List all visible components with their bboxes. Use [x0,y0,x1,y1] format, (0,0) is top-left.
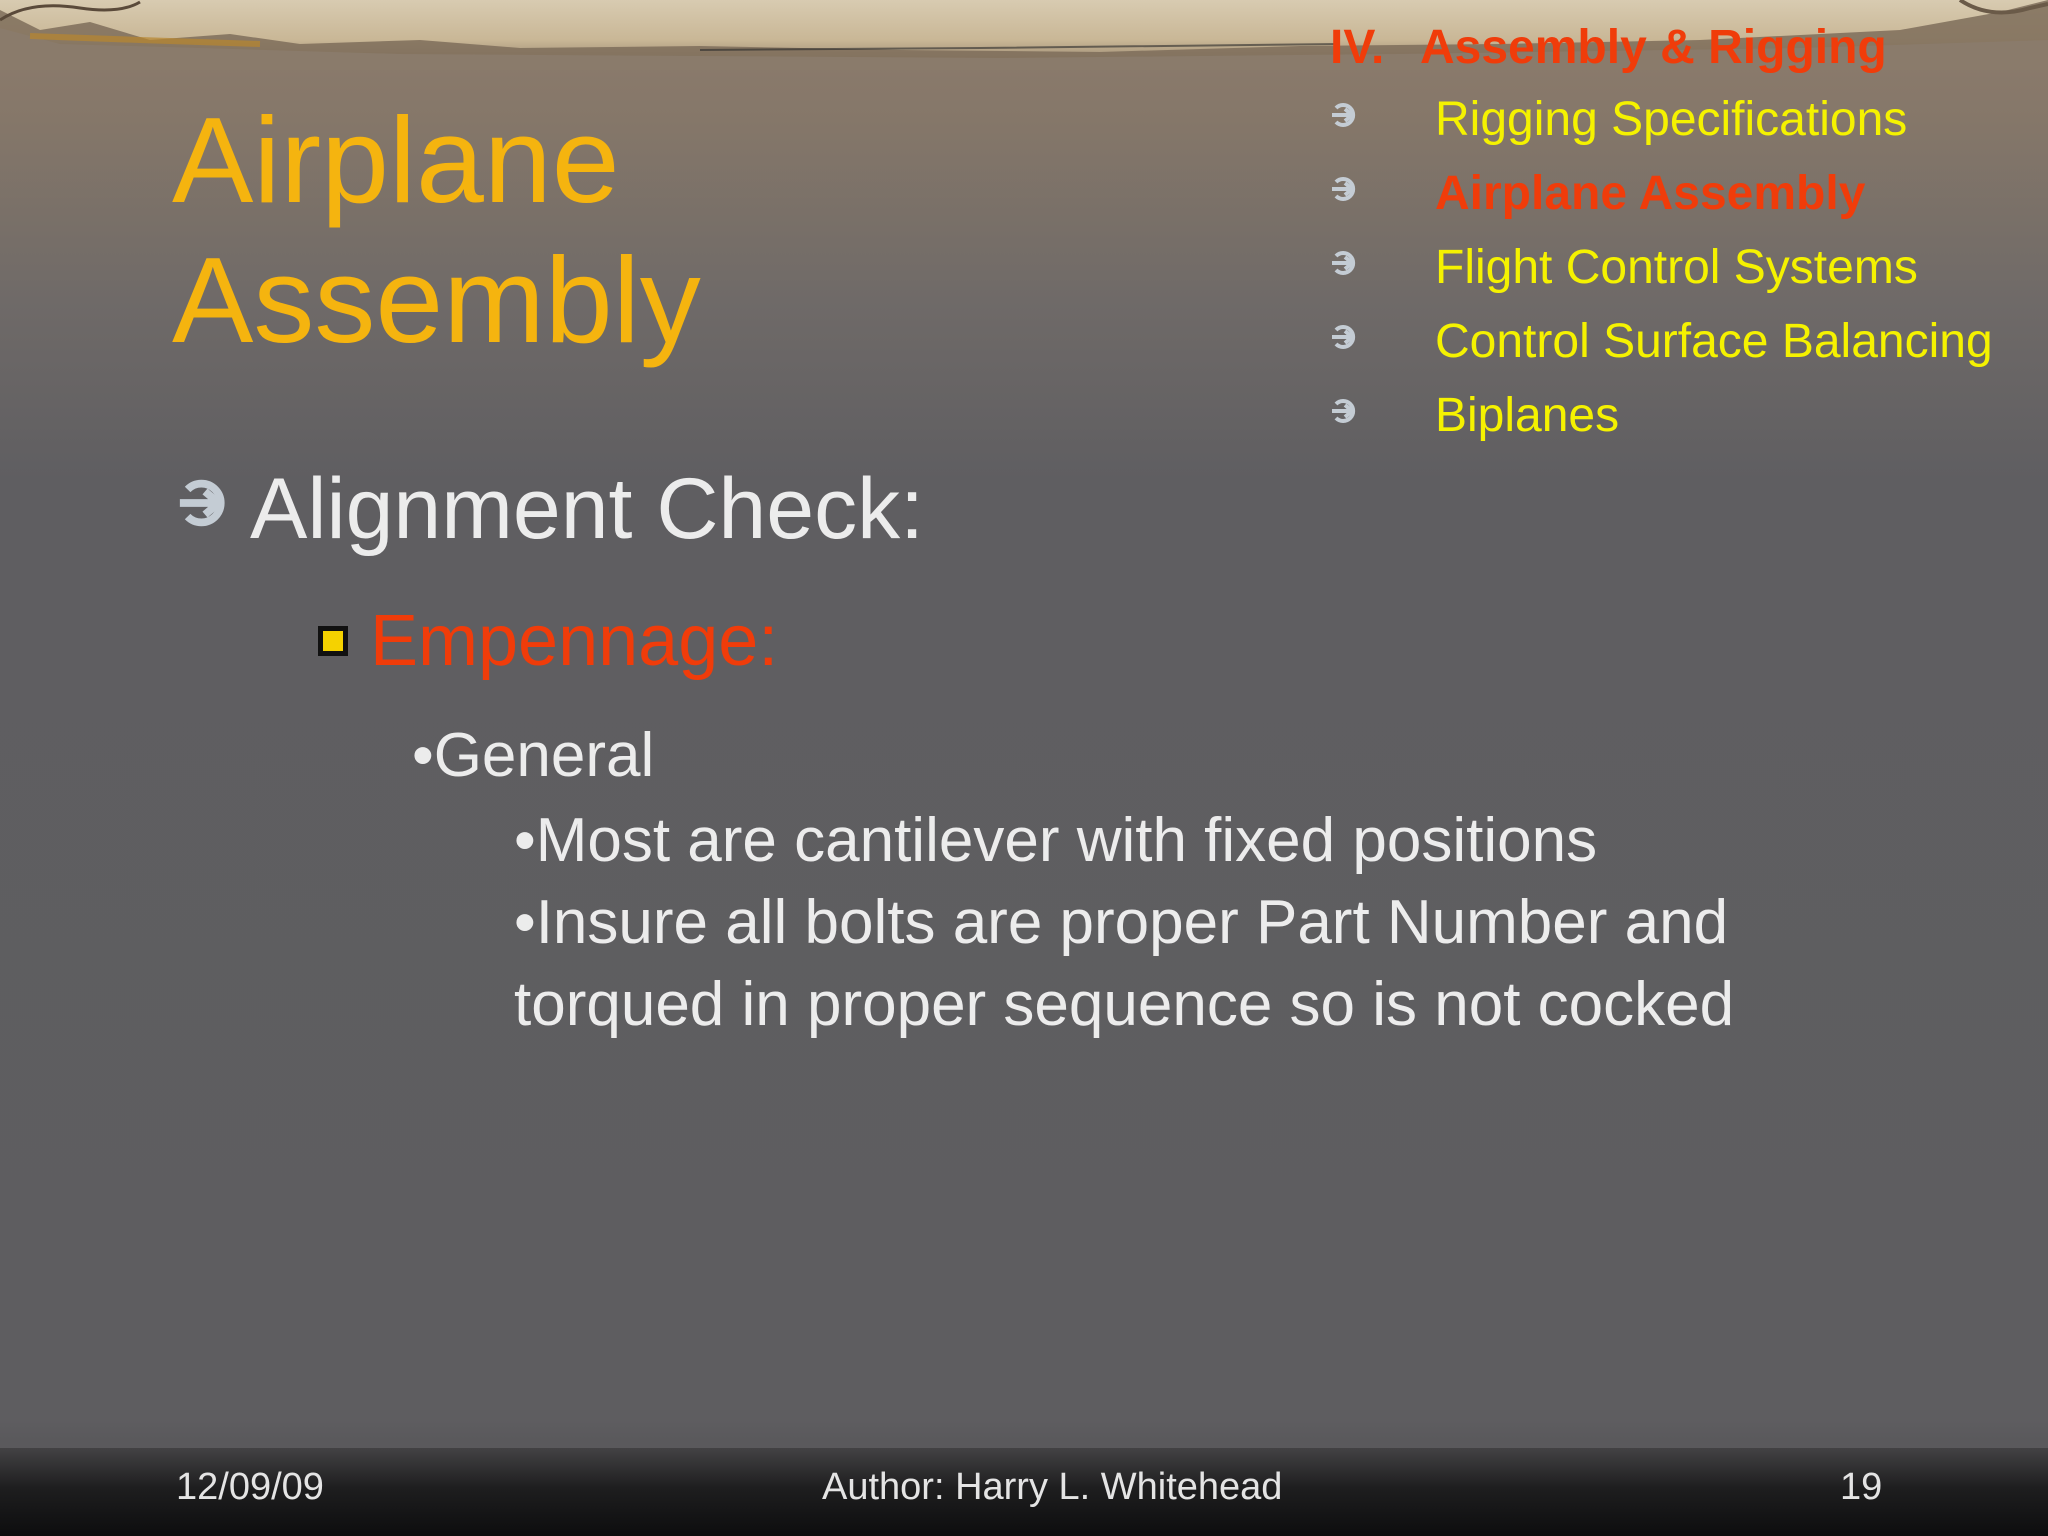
circled-arrow-right-icon [1330,174,1360,204]
slide-footer [0,1448,2048,1536]
bullet-level-4-text: •Insure all bolts are proper Part Number and torqued in proper sequence so is not cocked [514,888,1735,1039]
footer-page-number: 19 [1840,1466,1883,1508]
circled-arrow-right-icon [1330,248,1360,278]
bullet-level-1-text: Alignment Check: [250,461,924,557]
circled-arrow-right-icon [1330,396,1360,426]
outline-item-label: Control Surface Balancing [1435,315,1993,368]
bullet-level-3-text: •General [412,721,655,790]
bullet-level-4-text: •Most are cantilever with fixed positions [514,806,1598,875]
outline-heading-number: IV. [1330,21,1385,74]
square-bullet-icon [318,626,348,656]
outline-heading-label: Assembly & Rigging [1420,21,1887,74]
circled-arrow-right-icon [176,474,234,532]
footer-date: 12/09/09 [176,1466,324,1508]
footer-author: Author: Harry L. Whitehead [822,1466,1283,1508]
slide-title: Airplane Assembly [172,92,701,368]
outline-item-label: Biplanes [1435,389,1620,442]
outline-item-label: Airplane Assembly [1435,167,1866,220]
outline-heading [1330,20,1887,75]
outline-item-label: Rigging Specifications [1435,93,1908,146]
bullet-level-2-text: Empennage: [370,601,779,681]
circled-arrow-right-icon [1330,100,1360,130]
outline-item-label: Flight Control Systems [1435,241,1918,294]
circled-arrow-right-icon [1330,322,1360,352]
